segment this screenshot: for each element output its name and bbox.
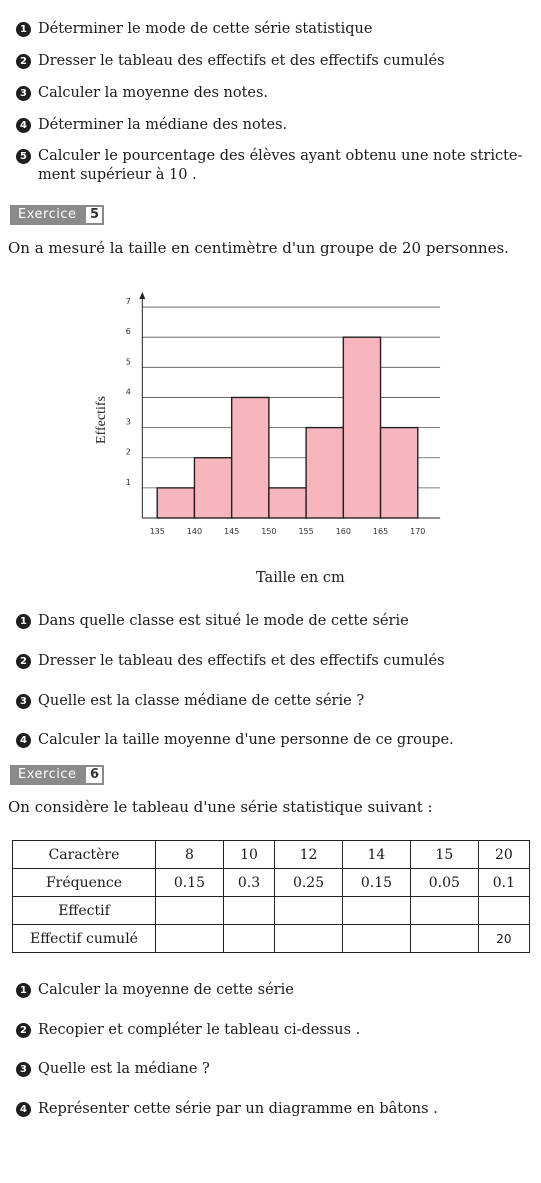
exercise-5-statement: On a mesuré la taille en centimètre d'un groupe de 20 personnes. — [8, 239, 509, 257]
question-number-badge: 2 — [16, 654, 31, 669]
ex6-question-4 — [16, 1100, 531, 1119]
cell-caractere: 15 — [410, 841, 478, 869]
question-text: Dresser le tableau des effectifs et des effectifs cumulés — [38, 53, 445, 69]
y-tick-label: 7 — [125, 297, 131, 307]
exercise-number: 6 — [84, 765, 104, 785]
histogram-bar — [306, 428, 343, 518]
ex4-question-3 — [16, 84, 531, 103]
cell-effectif — [478, 897, 529, 925]
y-tick-label: 1 — [125, 477, 131, 487]
y-tick-label: 5 — [125, 357, 131, 367]
cell-effectif-cumule — [223, 925, 274, 953]
histogram-bar — [157, 488, 194, 518]
cell-caractere: 12 — [275, 841, 343, 869]
y-tick-label: 2 — [125, 447, 131, 457]
row-effectif — [13, 897, 530, 925]
question-number-badge: 1 — [16, 983, 31, 998]
y-axis-label: Effectifs — [94, 396, 109, 444]
ex6-question-1 — [16, 981, 531, 1000]
x-tick-label: 140 — [186, 527, 203, 536]
question-text: Quelle est la classe médiane de cette série ? — [38, 693, 365, 709]
question-number-badge: 3 — [16, 694, 31, 709]
x-tick-label: 165 — [372, 527, 389, 536]
question-number-badge: 5 — [16, 149, 31, 164]
cell-effectif-cumule — [156, 925, 224, 953]
row-label: Effectif — [13, 897, 156, 925]
exercise-label: Exercice — [10, 205, 84, 225]
cell-effectif — [275, 897, 343, 925]
question-text: Dans quelle classe est situé le mode de cette série — [38, 613, 409, 629]
row-label: Effectif cumulé — [13, 925, 156, 953]
exercise-6-badge — [10, 765, 104, 785]
cell-frequence: 0.25 — [275, 869, 343, 897]
row-caractere — [13, 841, 530, 869]
x-tick-label: 150 — [261, 527, 277, 536]
ex5-question-3 — [16, 692, 531, 711]
x-axis-label: Taille en cm — [256, 570, 345, 586]
question-text: Déterminer la médiane des notes. — [38, 117, 288, 133]
y-tick-label: 6 — [125, 327, 131, 337]
y-tick-label: 3 — [125, 417, 131, 427]
question-number-badge: 1 — [16, 614, 31, 629]
row-effectif-cumule — [13, 925, 530, 953]
ex4-question-5 — [16, 147, 531, 185]
ex4-question-1 — [16, 20, 531, 39]
x-tick-label: 145 — [224, 527, 240, 536]
question-text: Calculer le pourcentage des élèves ayant obtenu une note stricte-ment supérieur à 10 . — [38, 148, 523, 183]
exercise-6-statement: On considère le tableau d'une série statistique suivant : — [8, 798, 433, 816]
question-number-badge: 4 — [16, 733, 31, 748]
cell-frequence: 0.15 — [156, 869, 224, 897]
exercise-number: 5 — [84, 205, 104, 225]
y-axis-arrow-icon — [139, 292, 145, 299]
exercise-label: Exercice — [10, 765, 84, 785]
ex5-question-4 — [16, 731, 531, 750]
x-tick-label: 135 — [149, 527, 165, 536]
x-tick-label: 155 — [298, 527, 314, 536]
ex6-question-2 — [16, 1021, 531, 1040]
exercise-5-badge — [10, 205, 104, 225]
x-tick-label: 170 — [410, 527, 426, 536]
question-text: Déterminer le mode de cette série statistique — [38, 21, 373, 37]
cell-caractere: 20 — [478, 841, 529, 869]
histogram — [80, 290, 480, 590]
question-number-badge: 4 — [16, 118, 31, 133]
histogram-bar — [343, 337, 380, 518]
ex4-question-2 — [16, 52, 531, 71]
cell-caractere: 14 — [342, 841, 410, 869]
ex6-question-3 — [16, 1060, 531, 1079]
y-tick-label: 4 — [125, 387, 131, 397]
ex5-question-1 — [16, 612, 531, 631]
cell-caractere: 8 — [156, 841, 224, 869]
cell-frequence: 0.15 — [342, 869, 410, 897]
histogram-bar — [232, 397, 269, 518]
statistics-table — [12, 840, 530, 953]
question-text: Quelle est la médiane ? — [38, 1061, 210, 1077]
ex5-question-2 — [16, 652, 531, 671]
question-number-badge: 2 — [16, 54, 31, 69]
histogram-bar — [381, 428, 418, 518]
row-label: Caractère — [13, 841, 156, 869]
question-number-badge: 1 — [16, 22, 31, 37]
histogram-bar — [269, 488, 306, 518]
question-text: Recopier et compléter le tableau ci-dessus . — [38, 1022, 361, 1038]
row-frequence — [13, 869, 530, 897]
cell-effectif-cumule — [275, 925, 343, 953]
cell-effectif-cumule: 20 — [478, 925, 529, 953]
row-label: Fréquence — [13, 869, 156, 897]
histogram-y-tick-labels — [126, 297, 131, 487]
question-text: Représenter cette série par un diagramme en bâtons . — [38, 1101, 438, 1117]
question-text: Calculer la taille moyenne d'une personne de ce groupe. — [38, 732, 454, 748]
histogram-x-tick-labels — [150, 527, 426, 536]
question-text: Calculer la moyenne de cette série — [38, 982, 294, 998]
question-number-badge: 4 — [16, 1102, 31, 1117]
cell-frequence: 0.1 — [478, 869, 529, 897]
cell-effectif — [156, 897, 224, 925]
cell-effectif-cumule — [410, 925, 478, 953]
question-number-badge: 2 — [16, 1023, 31, 1038]
histogram-bar — [194, 458, 231, 518]
question-number-badge: 3 — [16, 86, 31, 101]
cell-effectif — [223, 897, 274, 925]
cell-effectif-cumule — [342, 925, 410, 953]
ex4-question-4 — [16, 116, 531, 135]
cell-effectif — [342, 897, 410, 925]
question-text: Dresser le tableau des effectifs et des effectifs cumulés — [38, 653, 445, 669]
question-number-badge: 3 — [16, 1062, 31, 1077]
cell-frequence: 0.3 — [223, 869, 274, 897]
cell-caractere: 10 — [223, 841, 274, 869]
cell-frequence: 0.05 — [410, 869, 478, 897]
x-tick-label: 160 — [335, 527, 351, 536]
cell-effectif — [410, 897, 478, 925]
question-text: Calculer la moyenne des notes. — [38, 85, 269, 101]
